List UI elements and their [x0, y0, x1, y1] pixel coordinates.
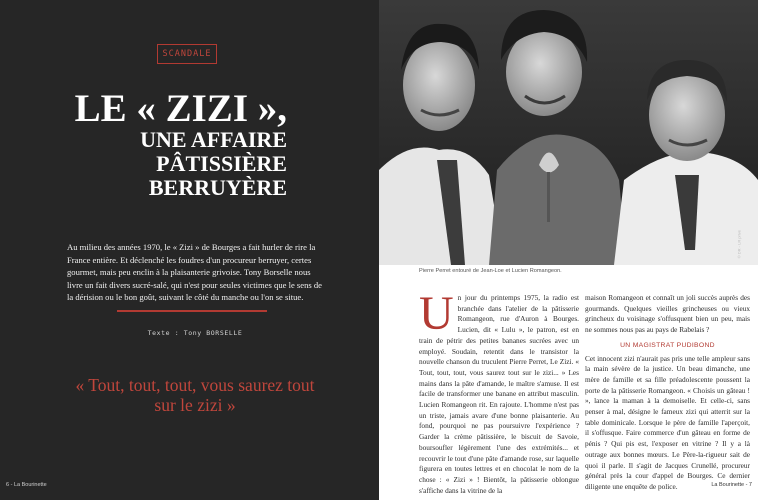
section-subhead: UN MAGISTRAT PUDIBOND: [620, 341, 715, 349]
article-column-1: [419, 287, 579, 496]
headline-line-1: LE « ZIZI »,: [74, 87, 287, 130]
article-text-1: n jour du printemps 1975, la radio est branchée dans l'atelier de la pâtisserie Romangeon, rue d'Auron à Bourges. Lucien, dit « Lulu », le patron, est en train de pétrir des petites bananes sucrées avec un employé. Soudain, retentit dans le transistor la nouvelle chanson du truculent Pierre Perret, Le Zizi. « Tout, tout, tout, vous saurez tout sur le zizi... » Les mains dans la pâte d'amande, le maître s'amuse. Il est facile de transformer une banane en attribut masculin. Lucien Romangeon rit. En rajoute. L'homme n'est pas un triste, jamais avare d'une bonne plaisanterie. Au fond, pourquoi ne pas poursuivre l'expérience ? Garder la crème pâtissière, le biscuit de Savoie, boursoufler légèrement l'une des extrémités... et recouvrir le tout d'une pâte d'amande rose, sur laquelle figurera en toutes lettres et en chocolat le nom de la chose : « Zizi » ! Bientôt, la pâtisserie oblongue s'affiche dans la vitrine de la: [419, 293, 579, 495]
lead-paragraph: Au milieu des années 1970, le « Zizi » de Bourges a fait hurler de rire la France entière. Et déclenché les foudres d'un procureur berruyer, certes gourmet, mais peu enclin à la plaisanterie grivoise. Tony Borselle nous livre un fait divers sucré-salé, qui n'est pour seules victimes que le sens de la dérision ou le bon goût, suivant le côté du manche ou l'on se situe.: [67, 242, 322, 303]
page-folio-right: La Bourinette - 7: [711, 482, 752, 488]
archive-photo: [379, 0, 758, 265]
article-column-2: [585, 293, 750, 493]
photo-illustration: [379, 0, 758, 265]
byline: Texte : Tony BORSELLE: [147, 329, 243, 337]
article-text-2: maison Romangeon et connaît un joli succès auprès des gourmands. Quelques vieilles grincheuses ou vieux grincheux du voisinage s'offusquent bien un peu, mais ne sommes nous pas au pays de Rabelais ?: [585, 293, 750, 335]
right-page: [379, 0, 758, 500]
headline-line-3: PÂTISSIÈRE: [156, 151, 287, 176]
headline: [74, 87, 287, 200]
article-text-3: Cet innocent zizi n'aurait pas pris une telle ampleur sans la main sévère de la justice. Un beau dimanche, une mère de famille et sa fille préadolescente poussent la porte de la pâtisserie Romangeon. « Choisis un gâteau ! », lance la maman à la demoiselle. Et celle-ci, sans penser à mal, désigne le fameux zizi qui atterrit sur la table dominicale. Lorsque le père de famille l'aperçoit, il s'offusque. Faire commerce d'un gâteau en forme de pénis ? Qui pis est, l'exposer en vitrine ? Il y a là outrage aux bonnes mœurs. Le Père-la-rigueur sait de quoi il parle. Il s'agit de Jacques Crunellé, procureur général près la cour d'appel de Bourges. Ce dernier diligente une enquête de police.: [585, 353, 750, 491]
page-folio-left: 6 - La Bourinette: [6, 482, 47, 488]
pull-quote: « Tout, tout, tout, vous saurez tout sur le zizi »: [75, 375, 315, 415]
drop-cap: U: [419, 287, 454, 340]
headline-line-4: BERRUYÈRE: [148, 175, 287, 200]
photo-credit: © DR - LR privé: [736, 230, 741, 259]
photo-caption: Pierre Perret entouré de Jean-Loe et Lucien Romangeon.: [419, 268, 562, 274]
headline-line-2: UNE AFFAIRE: [140, 127, 287, 152]
divider-rule: [117, 310, 267, 312]
rubric-label: SCANDALE: [157, 44, 217, 64]
